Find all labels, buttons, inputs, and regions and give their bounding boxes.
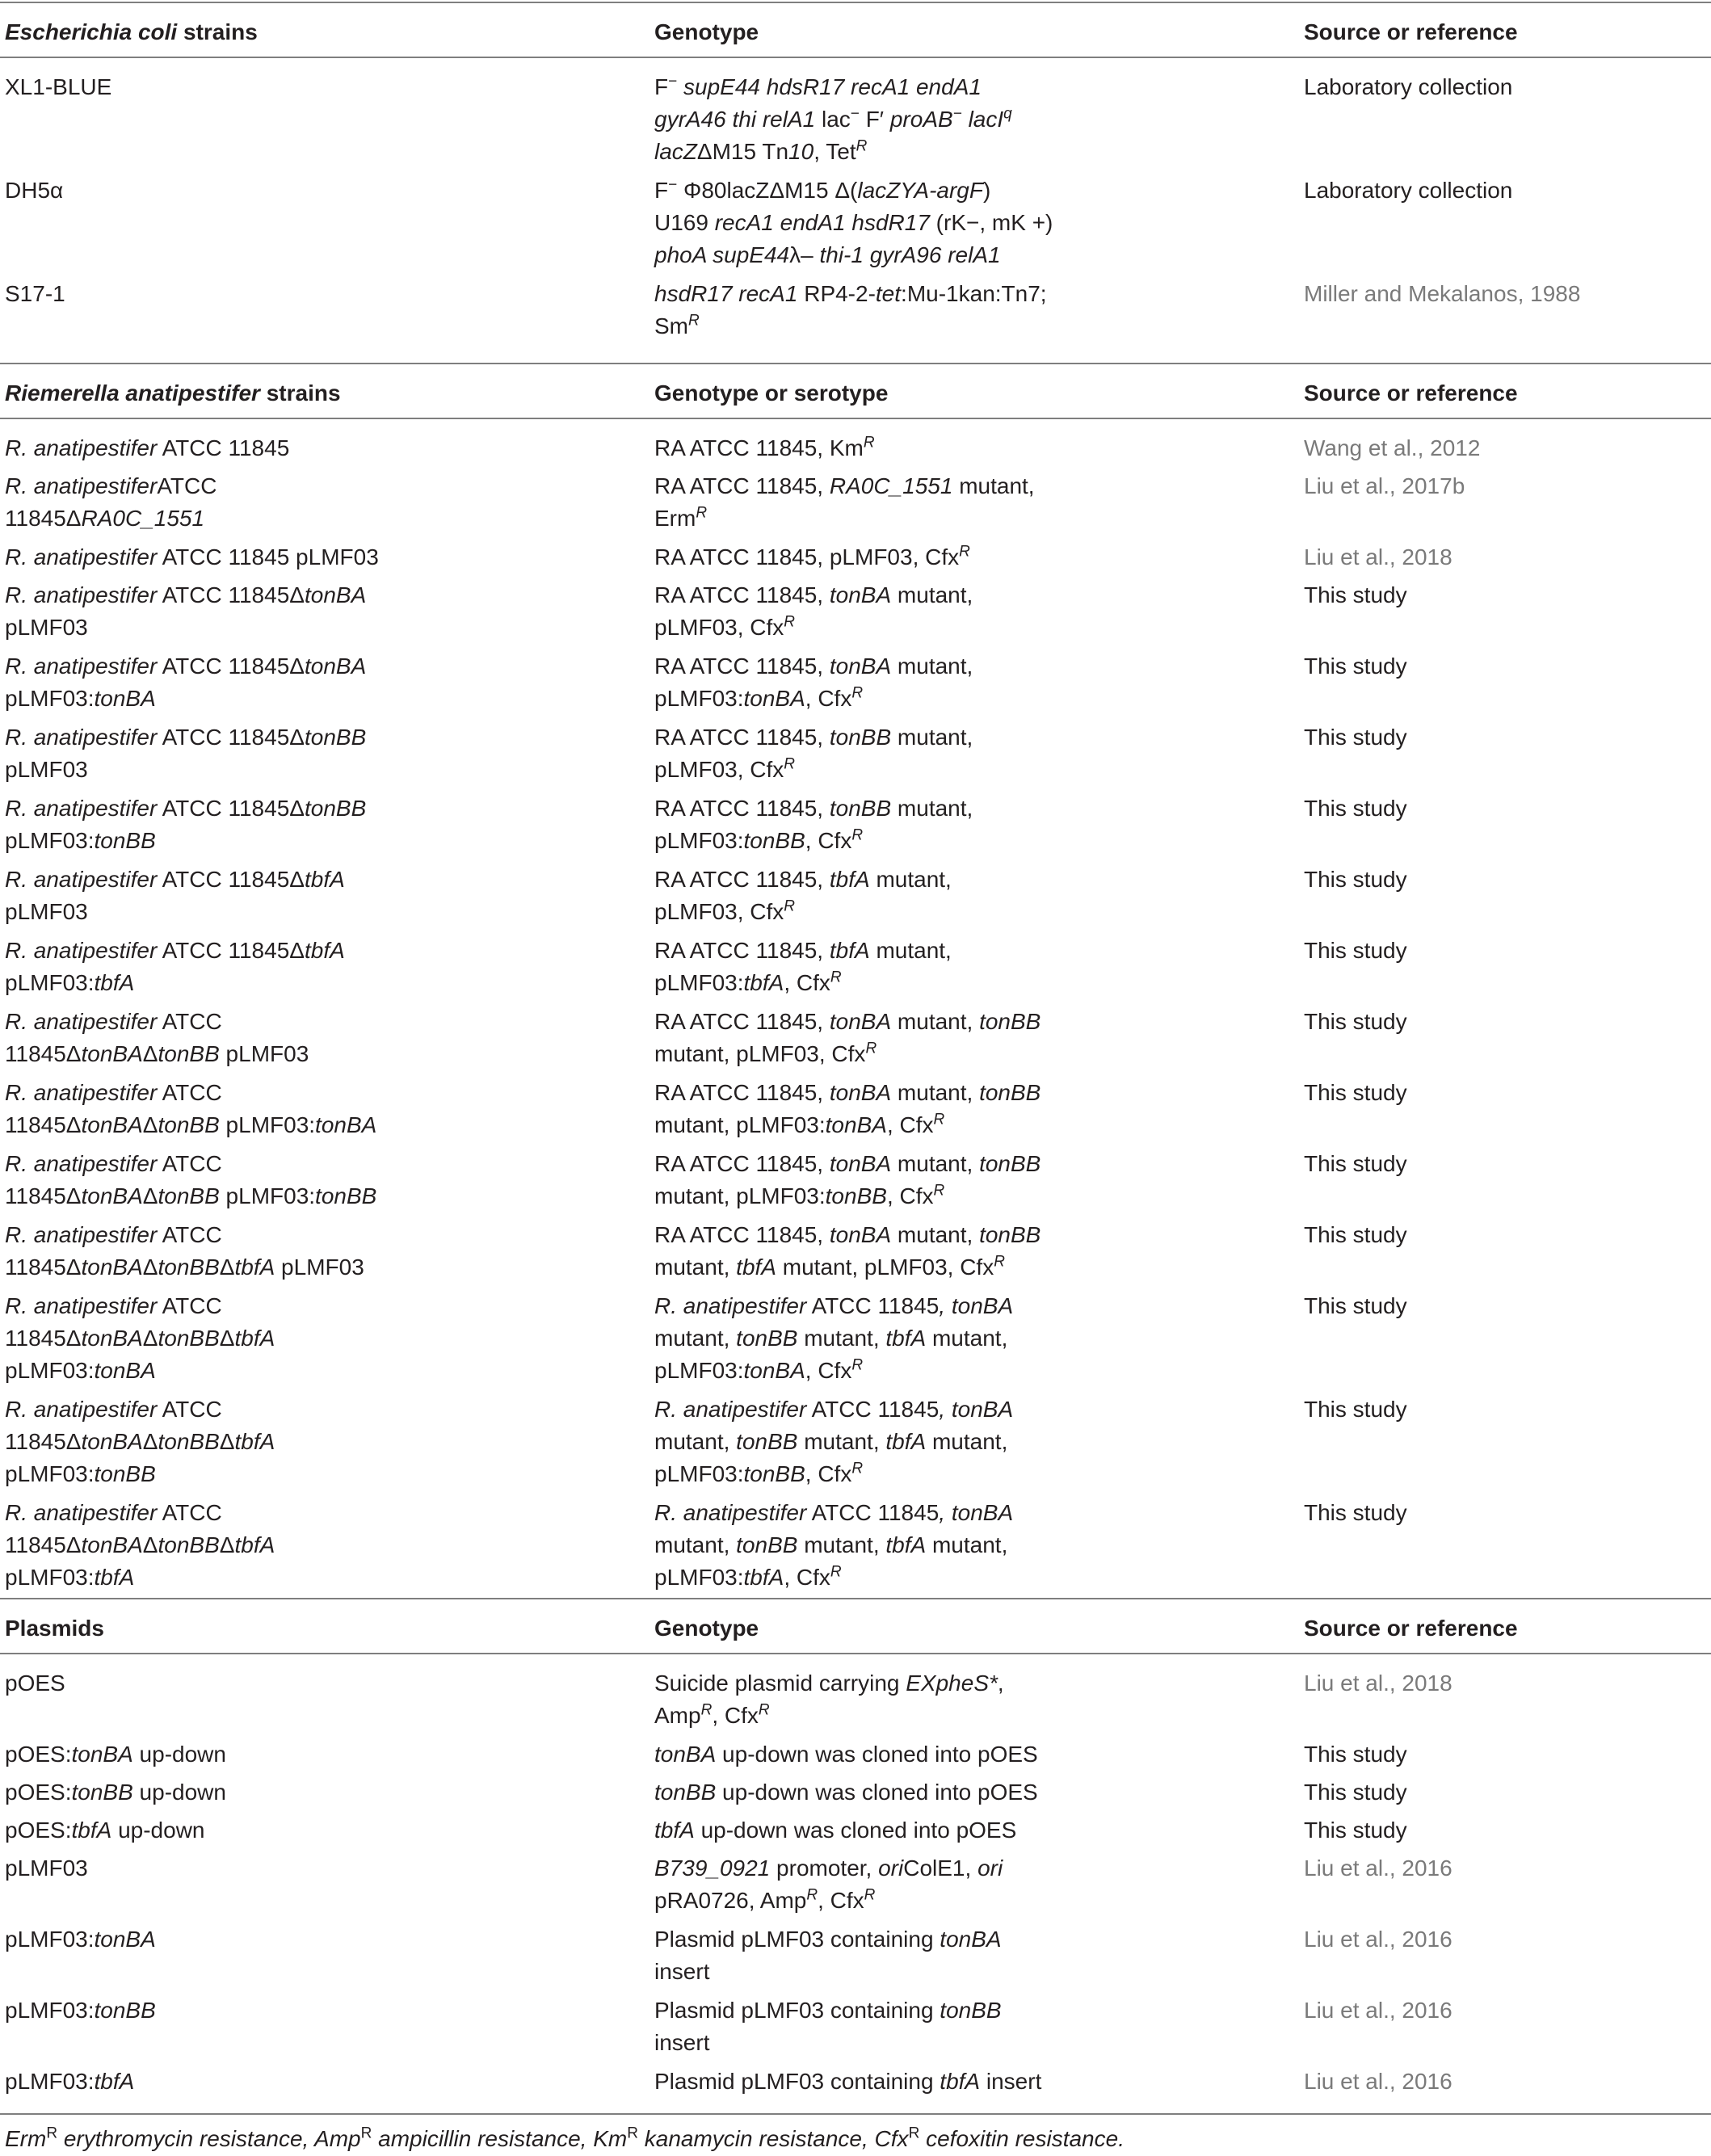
strain-name: pLMF03:tonBB [5, 828, 156, 853]
genotype-text: RA ATCC 11845, pLMF03, Cfx$^R$ [654, 543, 970, 569]
strain-name: R. anatipestifer ATCC [5, 1500, 222, 1525]
column-header: Riemerella anatipestifer strains [5, 380, 341, 406]
strain-name: 11845ΔtonBAΔtonBB pLMF03 [5, 1041, 309, 1066]
strain-name: pLMF03 [5, 757, 88, 782]
genotype-text: pLMF03, Cfx$^R$ [654, 613, 796, 640]
strain-name: R. anatipestifer ATCC [5, 1222, 222, 1247]
column-header: Source or reference [1304, 19, 1518, 44]
strain-name: 11845ΔtonBAΔtonBB pLMF03:tonBB [5, 1183, 377, 1208]
header-rule [0, 57, 1711, 58]
genotype-text: lacZΔM15 Tn10, Tet$^R$ [654, 137, 868, 164]
column-header: Genotype or serotype [654, 380, 889, 406]
section-rule-top [0, 363, 1711, 364]
genotype-text: R. anatipestifer ATCC 11845, tonBA [654, 1397, 1014, 1422]
strain-name: DH5α [5, 178, 64, 203]
source-reference: Liu et al., 2018 [1304, 544, 1452, 569]
genotype-text: phoA supE44λ– thi-1 gyrA96 relA1 [654, 242, 1001, 267]
strain-name: pLMF03:tonBA [5, 1927, 156, 1952]
genotype-text: RA ATCC 11845, tonBA mutant, tonBB [654, 1222, 1041, 1247]
strain-name: R. anatipestifer ATCC 11845ΔtbfA [5, 867, 345, 892]
genotype-text: pLMF03:tbfA, Cfx$^R$ [654, 969, 842, 995]
genotype-text: pLMF03:tonBB, Cfx$^R$ [654, 826, 864, 853]
strain-name: R. anatipestifer ATCC 11845ΔtonBA [5, 654, 367, 679]
genotype-text: mutant, pLMF03:tonBA, Cfx$^R$ [654, 1111, 945, 1137]
strain-name: 11845ΔtonBAΔtonBBΔtbfA [5, 1429, 275, 1454]
strain-name: R. anatipestifer ATCC [5, 1009, 222, 1034]
table-bottom-rule [0, 2113, 1711, 2115]
strain-name: pLMF03:tonBA [5, 686, 156, 711]
genotype-text: RA ATCC 11845, tonBA mutant, tonBB [654, 1151, 1041, 1176]
genotype-text: R. anatipestifer ATCC 11845, tonBA [654, 1293, 1014, 1318]
genotype-text: pLMF03:tonBB, Cfx$^R$ [654, 1460, 864, 1486]
table-footnote: Erm$^R$ erythromycin resistance, Amp$^R$ ampicillin resistance, $Km^R$ kanamycin resistance, Cfx$^R$ cefoxitin resistance. [5, 2124, 1125, 2151]
genotype-text: RA ATCC 11845, tbfA mutant, [654, 867, 952, 892]
strain-name: R. anatipestifer ATCC 11845ΔtonBB [5, 796, 367, 821]
strain-name: S17-1 [5, 281, 65, 306]
genotype-text: RA ATCC 11845, tonBA mutant, tonBB [654, 1080, 1041, 1105]
genotype-text: mutant, tonBB mutant, tbfA mutant, [654, 1326, 1008, 1351]
source-reference: This study [1304, 796, 1407, 821]
column-header: Source or reference [1304, 1616, 1518, 1641]
strain-name: 11845ΔtonBAΔtonBB pLMF03:tonBA [5, 1112, 377, 1137]
source-reference: Laboratory collection [1304, 74, 1513, 99]
genotype-text: mutant, tonBB mutant, tbfA mutant, [654, 1429, 1008, 1454]
strain-name: pLMF03 [5, 615, 88, 640]
genotype-text: RA ATCC 11845, tbfA mutant, [654, 938, 952, 963]
strain-name: pLMF03 [5, 899, 88, 924]
strain-name: pLMF03:tbfA [5, 970, 135, 995]
genotype-text: tonBA up-down was cloned into pOES [654, 1742, 1038, 1767]
source-reference: Liu et al., 2016 [1304, 1998, 1452, 2023]
genotype-text: mutant, tonBB mutant, tbfA mutant, [654, 1532, 1008, 1557]
header-rule [0, 1653, 1711, 1654]
source-reference: This study [1304, 1397, 1407, 1422]
strain-name: R. anatipestifer ATCC 11845ΔtonBB [5, 725, 367, 750]
section-rule-top [0, 1598, 1711, 1599]
section-rule-top [0, 2, 1711, 3]
genotype-text: mutant, pLMF03, Cfx$^R$ [654, 1040, 877, 1066]
column-header: Plasmids [5, 1616, 104, 1641]
source-reference: Wang et al., 2012 [1304, 435, 1481, 460]
strain-name: 11845ΔtonBAΔtonBBΔtbfA [5, 1326, 275, 1351]
strain-name: pLMF03:tonBB [5, 1461, 156, 1486]
source-reference: This study [1304, 938, 1407, 963]
strain-name: 11845ΔtonBAΔtonBBΔtbfA [5, 1532, 275, 1557]
strain-name: pLMF03:tbfA [5, 1565, 135, 1590]
genotype-text: tbfA up-down was cloned into pOES [654, 1818, 1017, 1843]
genotype-text: gyrA46 thi relA1 lac− F′ proAB− lacI$^q$ [654, 105, 1012, 132]
genotype-text: tonBB up-down was cloned into pOES [654, 1780, 1038, 1805]
genotype-text: Plasmid pLMF03 containing tonBB [654, 1998, 1002, 2023]
genotype-text: F− supE44 hdsR17 recA1 endA1 [654, 73, 982, 99]
column-header: Genotype [654, 1616, 759, 1641]
genotype-text: insert [654, 2030, 710, 2055]
source-reference: This study [1304, 582, 1407, 607]
genotype-text: Amp$^R$, Cfx$^R$ [654, 1701, 770, 1728]
genotype-text: RA ATCC 11845, RA0C_1551 mutant, [654, 473, 1035, 498]
source-reference: Liu et al., 2016 [1304, 1927, 1452, 1952]
genotype-text: pLMF03:tonBA, Cfx$^R$ [654, 1356, 864, 1383]
genotype-text: mutant, pLMF03:tonBB, Cfx$^R$ [654, 1182, 945, 1208]
genotype-text: mutant, tbfA mutant, pLMF03, Cfx$^R$ [654, 1253, 1005, 1280]
source-reference: Miller and Mekalanos, 1988 [1304, 281, 1581, 306]
genotype-text: RA ATCC 11845, tonBA mutant, tonBB [654, 1009, 1041, 1034]
genotype-text: Suicide plasmid carrying EXpheS*, [654, 1671, 1004, 1696]
genotype-text: pRA0726, Amp$^R$, Cfx$^R$ [654, 1886, 876, 1913]
source-reference: This study [1304, 1080, 1407, 1105]
genotype-text: Plasmid pLMF03 containing tbfA insert [654, 2069, 1042, 2094]
strain-name: R. anatipestifer ATCC [5, 1080, 222, 1105]
genotype-text: pLMF03, Cfx$^R$ [654, 755, 796, 782]
strain-name: R. anatipestiferATCC [5, 473, 217, 498]
source-reference: This study [1304, 867, 1407, 892]
strain-name: R. anatipestifer ATCC [5, 1151, 222, 1176]
strain-name: R. anatipestifer ATCC [5, 1397, 222, 1422]
genotype-text: RA ATCC 11845, tonBA mutant, [654, 654, 973, 679]
source-reference: Liu et al., 2016 [1304, 1856, 1452, 1881]
strain-name: R. anatipestifer ATCC [5, 1293, 222, 1318]
genotype-text: $Sm^R$ [654, 312, 700, 338]
strain-name: pOES:tonBA up-down [5, 1742, 226, 1767]
strain-name: R. anatipestifer ATCC 11845ΔtonBA [5, 582, 367, 607]
genotype-text: B739_0921 promoter, oriColE1, ori [654, 1856, 1003, 1881]
genotype-text: RA ATCC 11845, $Km^R$ [654, 434, 875, 460]
strain-name: R. anatipestifer ATCC 11845 [5, 435, 290, 460]
strain-name: pLMF03 [5, 1856, 88, 1881]
genotype-text: R. anatipestifer ATCC 11845, tonBA [654, 1500, 1014, 1525]
strain-name: pOES [5, 1671, 65, 1696]
genotype-text: RA ATCC 11845, tonBB mutant, [654, 796, 973, 821]
genotype-text: F− Φ80lacZΔM15 Δ(lacZYA-argF) [654, 176, 991, 203]
source-reference: Liu et al., 2017b [1304, 473, 1465, 498]
source-reference: This study [1304, 1009, 1407, 1034]
source-reference: This study [1304, 654, 1407, 679]
genotype-text: hsdR17 recA1 RP4-2-tet:Mu-1kan:Tn7; [654, 281, 1047, 306]
strain-name: 11845ΔtonBAΔtonBBΔtbfA pLMF03 [5, 1255, 364, 1280]
source-reference: This study [1304, 1818, 1407, 1843]
genotype-text: insert [654, 1959, 710, 1984]
genotype-text: pLMF03, Cfx$^R$ [654, 897, 796, 924]
source-reference: Laboratory collection [1304, 178, 1513, 203]
strain-name: pLMF03:tonBB [5, 1998, 156, 2023]
source-reference: This study [1304, 725, 1407, 750]
source-reference: Liu et al., 2016 [1304, 2069, 1452, 2094]
source-reference: This study [1304, 1222, 1407, 1247]
header-rule [0, 418, 1711, 419]
source-reference: This study [1304, 1151, 1407, 1176]
genotype-text: Erm$^R$ [654, 504, 708, 531]
strain-name: pOES:tonBB up-down [5, 1780, 226, 1805]
genotype-text: pLMF03:tbfA, Cfx$^R$ [654, 1563, 842, 1590]
column-header: Source or reference [1304, 380, 1518, 406]
genotype-text: U169 recA1 endA1 hsdR17 (rK−, mK +) [654, 210, 1053, 235]
source-reference: Liu et al., 2018 [1304, 1671, 1452, 1696]
source-reference: This study [1304, 1742, 1407, 1767]
strain-name: pOES:tbfA up-down [5, 1818, 205, 1843]
strain-name: R. anatipestifer ATCC 11845 pLMF03 [5, 544, 379, 569]
genotype-text: RA ATCC 11845, tonBB mutant, [654, 725, 973, 750]
column-header: Genotype [654, 19, 759, 44]
strain-name: XL1-BLUE [5, 74, 112, 99]
source-reference: This study [1304, 1780, 1407, 1805]
source-reference: This study [1304, 1293, 1407, 1318]
strain-name: 11845ΔRA0C_1551 [5, 506, 205, 531]
source-reference: This study [1304, 1500, 1407, 1525]
genotype-text: Plasmid pLMF03 containing tonBA [654, 1927, 1002, 1952]
column-header: Escherichia coli strains [5, 19, 258, 44]
strain-name: R. anatipestifer ATCC 11845ΔtbfA [5, 938, 345, 963]
genotype-text: RA ATCC 11845, tonBA mutant, [654, 582, 973, 607]
genotype-text: pLMF03:tonBA, Cfx$^R$ [654, 684, 864, 711]
strain-name: pLMF03:tbfA [5, 2069, 135, 2094]
strain-name: pLMF03:tonBA [5, 1358, 156, 1383]
